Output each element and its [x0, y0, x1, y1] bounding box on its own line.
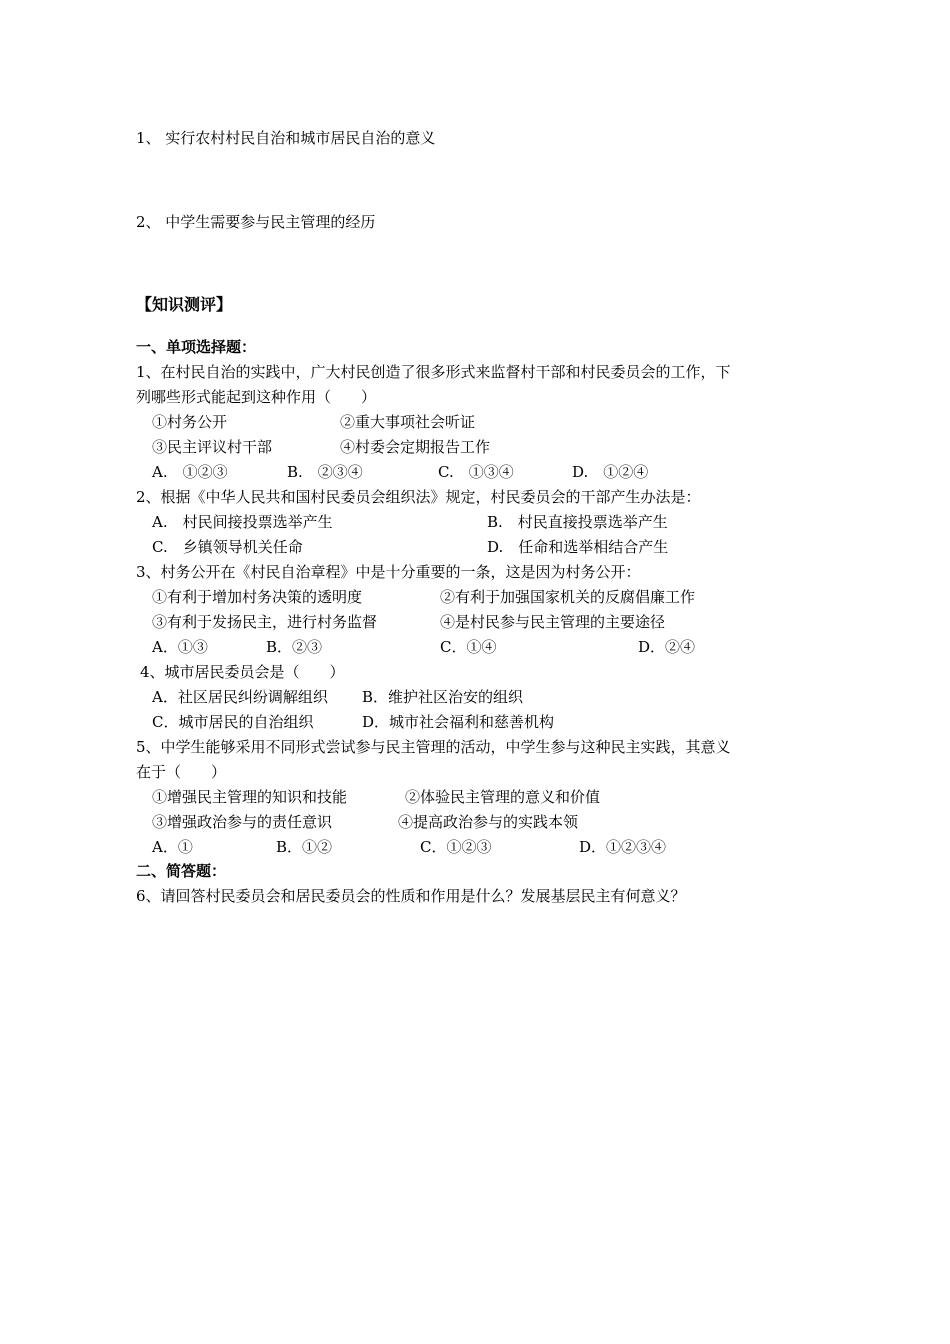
- q5-stem-line2: 在于（ ）: [136, 763, 227, 781]
- q1-option-c: C. ①③④: [438, 463, 514, 481]
- q5-stem-line1: 5、中学生能够采用不同形式尝试参与民主管理的活动，中学生参与这种民主实践，其意义: [136, 738, 731, 756]
- q1-option-b: B. ②③④: [287, 463, 363, 481]
- q3-option-a: A．①③: [152, 638, 208, 656]
- q2-option-c: C. 乡镇领导机关任命: [152, 538, 303, 556]
- intro-item-1: 1、 实行农村村民自治和城市居民自治的意义: [136, 129, 436, 147]
- q3-option-b: B．②③: [266, 638, 323, 656]
- q2-option-a: A. 村民间接投票选举产生: [152, 513, 333, 531]
- q1-stem-line1: 1、在村民自治的实践中，广大村民创造了很多形式来监督村干部和村民委员会的工作，下: [136, 363, 731, 381]
- q1-item-3: ③民主评议村干部: [152, 438, 273, 456]
- q5-option-d: D．①②③④: [579, 838, 667, 856]
- q1-option-d: D. ①②④: [572, 463, 649, 481]
- q4-option-d: D．城市社会福利和慈善机构: [362, 713, 555, 731]
- q5-item-4: ④提高政治参与的实践本领: [398, 813, 579, 831]
- q3-option-c: C．①④: [440, 638, 497, 656]
- q2-option-b: B. 村民直接投票选举产生: [487, 513, 668, 531]
- q5-item-2: ②体验民主管理的意义和价值: [405, 788, 601, 806]
- intro-item-2: 2、 中学生需要参与民主管理的经历: [136, 213, 376, 231]
- q4-option-b: B．维护社区治安的组织: [362, 688, 524, 706]
- q5-option-a: A．①: [152, 838, 193, 856]
- part2-heading: 二、简答题：: [136, 862, 227, 880]
- q3-item-2: ②有利于加强国家机关的反腐倡廉工作: [440, 588, 696, 606]
- q1-item-1: ①村务公开: [152, 413, 228, 431]
- q3-stem: 3、村务公开在《村民自治章程》中是十分重要的一条，这是因为村务公开：: [136, 563, 641, 581]
- q5-option-c: C．①②③: [420, 838, 492, 856]
- q4-option-c: C．城市居民的自治组织: [152, 713, 314, 731]
- q4-stem: 4、城市居民委员会是（ ）: [140, 663, 345, 681]
- q2-option-d: D. 任命和选举相结合产生: [487, 538, 669, 556]
- q1-stem-line2: 列哪些形式能起到这种作用（ ）: [136, 388, 377, 406]
- q2-stem: 2、根据《中华人民共和国村民委员会组织法》规定，村民委员会的干部产生办法是：: [136, 488, 701, 506]
- q3-item-1: ①有利于增加村务决策的透明度: [152, 588, 363, 606]
- q5-option-b: B．①②: [276, 838, 333, 856]
- q1-item-2: ②重大事项社会听证: [340, 413, 476, 431]
- q4-option-a: A．社区居民纠纷调解组织: [152, 688, 328, 706]
- q5-item-1: ①增强民主管理的知识和技能: [152, 788, 348, 806]
- q6-stem: 6、请回答村民委员会和居民委员会的性质和作用是什么？发展基层民主有何意义？: [136, 887, 686, 905]
- q1-item-4: ④村委会定期报告工作: [340, 438, 491, 456]
- q3-item-3: ③有利于发扬民主，进行村务监督: [152, 613, 378, 631]
- q3-option-d: D．②④: [638, 638, 696, 656]
- q5-item-3: ③增强政治参与的责任意识: [152, 813, 333, 831]
- part1-heading: 一、单项选择题：: [136, 338, 257, 356]
- q3-item-4: ④是村民参与民主管理的主要途径: [440, 613, 666, 631]
- section-title: 【知识测评】: [136, 295, 233, 314]
- q1-option-a: A. ①②③: [152, 463, 228, 481]
